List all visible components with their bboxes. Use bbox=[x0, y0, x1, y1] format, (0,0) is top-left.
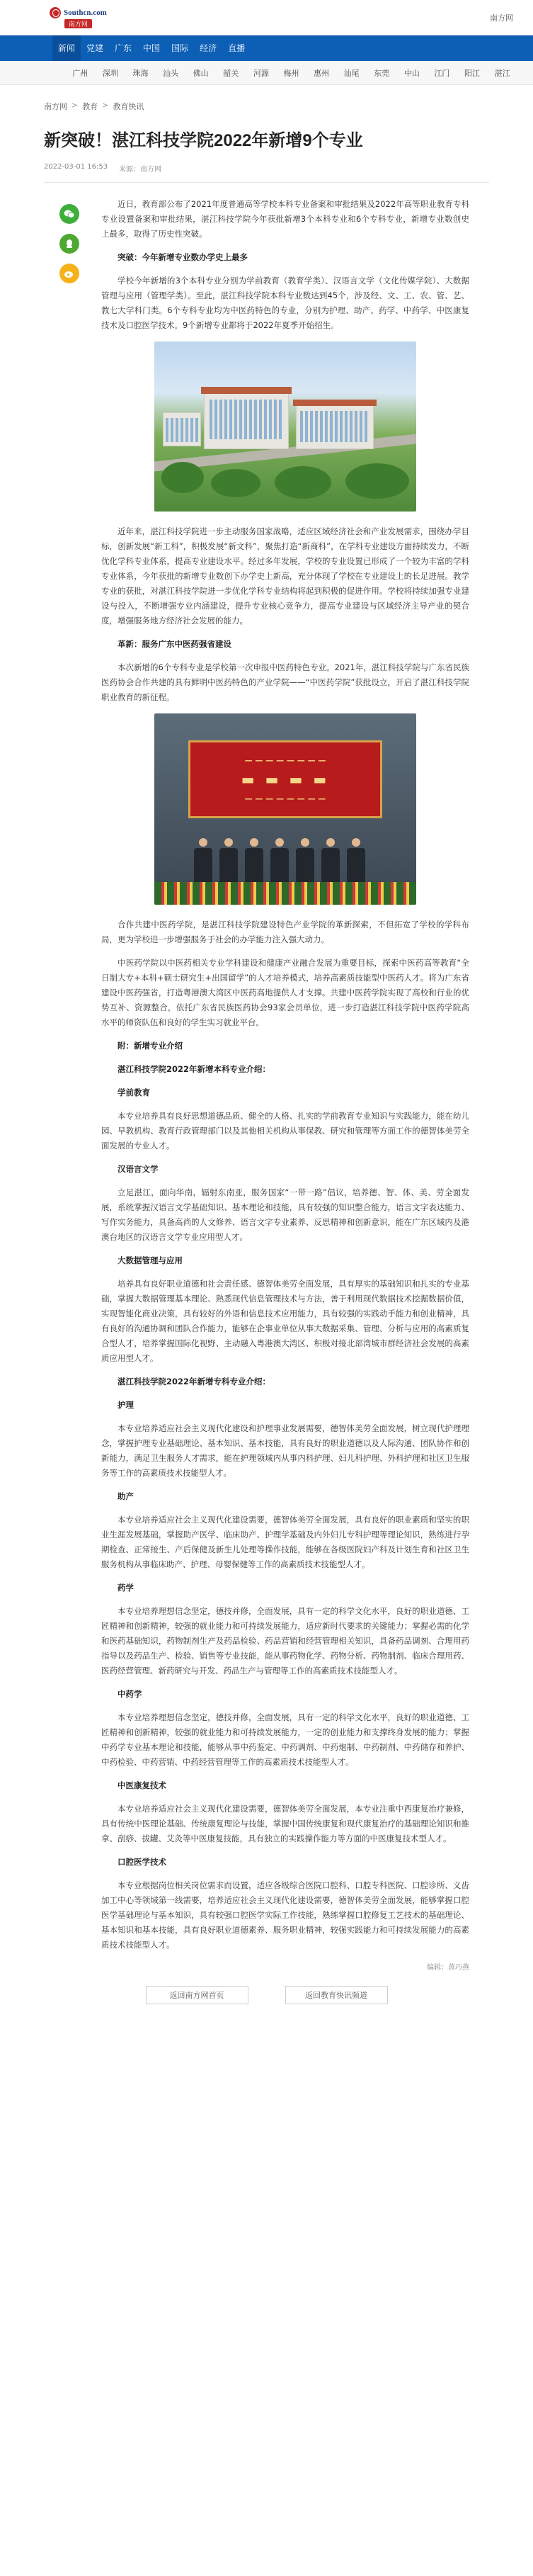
wechat-share-icon[interactable] bbox=[59, 204, 79, 224]
logo-main bbox=[50, 7, 107, 18]
logo-cn: 南方网 bbox=[64, 19, 92, 28]
city-link[interactable]: 中山 bbox=[403, 68, 420, 78]
tree bbox=[161, 462, 204, 493]
breadcrumb-separator: > bbox=[102, 101, 109, 110]
site-logo[interactable] bbox=[50, 7, 107, 28]
major-description: 本专业培养理想信念坚定，德技并修，全面发展，具有一定的科学文化水平，良好的职业道德、工匠精神和创新精神，较强的就业能力和可持续发展能力，一定的创业能力和支撑终身发展的能力；掌握中药学专业基本理论和技能，能够从事中药鉴定、中药调剂、中药炮制、中药制剂、中药储存和养护、中药检验、中药营销、中药经营管理等工作的高素质技术技能型人才。 bbox=[101, 1712, 469, 1767]
city-link[interactable]: 梅州 bbox=[283, 68, 299, 78]
editor-credit: 编辑：黄巧燕 bbox=[427, 1964, 469, 1972]
major-title: 学前教育 bbox=[118, 1088, 150, 1097]
major-description: 本专业培养适应社会主义现代化建设需要，德智体美劳全面发展，具有良好的职业素质和坚实的职业生涯发展基础，掌握助产医学、临床助产、护理学基础及内外妇儿专科护理等理论知识，熟练进行孕期检查、正常接生、产后保健及新生儿处理等操作技能，能够在各级医院妇产科及计划生育和社区卫生服务机构从事临床助产、护理、母婴保健等工作的高素质技术技能型人才。 bbox=[101, 1515, 469, 1569]
major-title: 助产 bbox=[118, 1491, 134, 1501]
globe-icon bbox=[50, 7, 61, 18]
list-heading: 湛江科技学院2022年新增本科专业介绍： bbox=[118, 1064, 271, 1074]
share-bar bbox=[59, 204, 79, 283]
breadcrumb-home[interactable]: 南方网 bbox=[44, 102, 67, 111]
ceremony-banner bbox=[188, 740, 382, 818]
back-home-button[interactable]: 返回南方网首页 bbox=[146, 1986, 248, 2004]
paragraph: 本次新增的6个专科专业是学校第一次申报中医药特色专业。2021年，湛江科技学院与广东省民族医药协会合作共建的具有鲜明中医药特色的产业学院——“中医药学院”获批设立，开启了湛江科技学院职业教育的新征程。 bbox=[101, 662, 469, 702]
paragraph: 近年来，湛江科技学院进一步主动服务国家战略，适应区域经济社会和产业发展需求，围绕办学目标，创新发展“新工科”，积极发展“新文科”，聚焦打造“新商科”，在学科专业建设方面持续发力，不断优化学科专业体系，提高专业建设水平。经过多年发展，学校的专业设置已形成了一个较为丰富的学科专业体系，今年获批的新增专业数创下办学史上新高，充分体现了学校在专业建设上的长足进展。教学专业的获批，对湛江科技学院进一步优化学科专业结构将起到积极的促进作用。学校将持续加强专业建设与投入，不断增强专业内涵建设，提升专业核心竞争力，提高专业建设与区域经济主导产业的契合度，增强服务地方经济社会发展的能力。 bbox=[101, 526, 469, 626]
nav-item-economy[interactable]: 经济 bbox=[200, 43, 217, 53]
article-meta bbox=[44, 163, 489, 183]
breadcrumb-education-news[interactable]: 教育快讯 bbox=[113, 102, 144, 111]
paragraph: 近日，教育部公布了2021年度普通高等学校本科专业备案和审批结果及2022年高等职业教育专科专业设置备案和审批结果，湛江科技学院今年获批新增3个本科专业和6个专科专业，新增专业数创史上最多，取得了历史性突破。 bbox=[101, 199, 469, 239]
article-date: 2022-03-01 16:53 bbox=[44, 163, 108, 171]
breadcrumb-education[interactable]: 教育 bbox=[82, 102, 98, 111]
tree bbox=[275, 466, 331, 499]
city-link[interactable]: 江门 bbox=[434, 68, 450, 78]
article-title: 新突破！湛江科技学院2022年新增9个专业 bbox=[44, 131, 363, 150]
city-link[interactable]: 佛山 bbox=[193, 68, 209, 78]
article-source: 来源：南方网 bbox=[119, 166, 162, 174]
main-nav bbox=[0, 35, 533, 61]
signing-ceremony-photo bbox=[154, 713, 416, 905]
building-roof bbox=[293, 400, 377, 406]
city-link[interactable]: 深圳 bbox=[102, 68, 118, 78]
nav-item-party[interactable]: 党建 bbox=[86, 43, 104, 53]
major-description: 本专业培养理想信念坚定，德技并修，全面发展，具有一定的科学文化水平，良好的职业道德、工匠精神和创新精神，较强的就业能力和可持续发展能力，适应新时代要求的关键能力；掌握必需的化学和医药基础知识，药物制剂生产及药品检验、药品营销和经营管理相关知识，具备药品调剂、合理用药指导以及药品生产、检验、销售等专业技能，能从事药物化学、药物分析、药物制剂、临床合理用药、医药经营管理、新药研究与开发、药品生产与管理等工作的高素质技术技能型人才。 bbox=[101, 1606, 469, 1676]
city-link[interactable]: 珠海 bbox=[132, 68, 149, 78]
nav-item-china[interactable]: 中国 bbox=[143, 43, 161, 53]
building-windows bbox=[210, 400, 283, 439]
banner-decoration: ▬ ▬ ▬ ▬ bbox=[241, 770, 330, 788]
city-link[interactable]: 湛江 bbox=[494, 68, 510, 78]
major-title: 护理 bbox=[118, 1400, 134, 1410]
footer-links bbox=[0, 1986, 533, 2018]
list-heading: 湛江科技学院2022年新增专科专业介绍： bbox=[118, 1377, 271, 1386]
banner-decoration: — — — — — — — — bbox=[244, 755, 326, 765]
top-right-link[interactable]: 南方网 bbox=[490, 13, 513, 23]
major-description: 本专业培养具有良好思想道德品质、健全的人格、扎实的学前教育专业知识与实践能力，能在幼儿园、早教机构、教育行政管理部门以及其他相关机构从事保教、研究和管理等方面工作的德智体美劳全面发展的专业人才。 bbox=[101, 1111, 469, 1151]
weibo-share-icon[interactable] bbox=[59, 264, 79, 283]
building-roof bbox=[201, 387, 292, 394]
city-link[interactable]: 阳江 bbox=[464, 68, 481, 78]
city-link[interactable]: 河源 bbox=[253, 68, 269, 78]
major-title: 药学 bbox=[118, 1583, 134, 1593]
building-windows bbox=[166, 418, 198, 442]
major-description: 立足湛江，面向华南，辐射东南亚，服务国家“一带一路”倡议，培养德、智、体、美、劳全面发展，系统掌握汉语言文学基础知识、基本理论和技能，具有较强的知识整合能力，语言文字表达能力、写作实务能力，具备高尚的人文修养、语言文字专业素养、反思精神和创新意识，能在广东区域内及港澳台地区的汉语言文学专业应用型人才。 bbox=[101, 1187, 469, 1242]
top-bar bbox=[0, 0, 533, 35]
section-heading: 革新：服务广东中医药强省建设 bbox=[118, 639, 231, 649]
appendix-heading: 附：新增专业介绍 bbox=[118, 1041, 183, 1051]
paragraph: 学校今年新增的3个本科专业分别为学前教育（教育学类）、汉语言文学（文化传媒学院）、大数据管理与应用（管理学类）。至此，湛江科技学院本科专业数达到45个，涉及经、文、工、农、管、艺、教七大学科门类。6个专科专业均为中医药特色的专业，分别为护理、助产、药学、中药学、中医康复技术及口腔医学技术。9个新增专业都将于2022年夏季开始招生。 bbox=[101, 276, 469, 330]
city-link[interactable]: 东莞 bbox=[374, 68, 390, 78]
nav-item-news[interactable]: 新闻 bbox=[52, 35, 81, 61]
paragraph: 中医药学院以中医药相关专业学科建设和健康产业融合发展为重要目标，探索中医药高等教育“全日制大专+本科+硕士研究生+出国留学”的人才培养模式，培养高素质技能型中医药人才。将为广东省建设中医药强省，打造粤港澳大湾区中医药高地提供人才支撑。共建中医药学院实现了高校和行业的优势互补、资源整合，依托广东省民族医药协会93家会员单位，进一步打造湛江科技学院中医药学院高水平的师资队伍和良好的学生实习就业平台。 bbox=[101, 958, 469, 1027]
city-link[interactable]: 韶关 bbox=[223, 68, 239, 78]
tree bbox=[211, 469, 260, 497]
city-nav bbox=[0, 61, 533, 85]
back-channel-button[interactable]: 返回教育快讯频道 bbox=[285, 1986, 388, 2004]
campus-photo bbox=[154, 341, 416, 512]
major-title: 口腔医学技术 bbox=[118, 1857, 166, 1867]
major-description: 培养具有良好职业道德和社会责任感、德智体美劳全面发展，具有厚实的基础知识和扎实的专业基础，掌握大数据管理基本理论、熟悉现代信息管理技术与方法，善于利用现代数据技术挖掘数据价值，实现智能化商业决策，具有较好的外语和信息技术应用能力，具有较强的实践动手能力和创业精神，具有良好的沟通协调和团队合作能力，能够在企事业单位从事大数据采集、管理、分析与应用的高素质复合型人才，培养掌握国际化视野、主动融入粤港澳大湾区、积极对接北部湾城市群经济社会发展的高素质应用型人才。 bbox=[101, 1279, 469, 1363]
city-link[interactable]: 汕头 bbox=[163, 68, 179, 78]
nav-item-live[interactable]: 直播 bbox=[228, 43, 246, 53]
paragraph: 合作共建中医药学院，是湛江科技学院建设特色产业学院的革新探索，不但拓宽了学校的学科布局，更为学校进一步增强服务于社会的办学能力注入强大动力。 bbox=[101, 920, 469, 944]
flower-decoration bbox=[154, 882, 416, 905]
major-description: 本专业培养适应社会主义现代化建设需要，德智体美劳全面发展，本专业注重中西康复治疗兼修，具有传统中医理论基础、传统康复理论与技能，掌握中国传统康复和现代康复治疗的基础理论知识和推拿、刮痧、拔罐、艾灸等中医康复技能，具有独立的实践操作能力等方面的中医康复技术型人才。 bbox=[101, 1804, 469, 1843]
breadcrumb-separator: > bbox=[71, 101, 79, 110]
article-content-wrap bbox=[0, 183, 533, 1972]
major-description: 本专业培养适应社会主义现代化建设和护理事业发展需要，德智体美劳全面发展，树立现代护理理念，掌握护理专业基础理论、基本知识、基本技能，具有良好的职业道德以及人际沟通、团队协作和创新能力，满足卫生服务人才需求，能在护理领域内从事内科护理、妇儿科护理、外科护理和社区卫生服务等工作的高素质技术技能型人才。 bbox=[101, 1423, 469, 1478]
nav-item-guangdong[interactable]: 广东 bbox=[115, 43, 132, 53]
building-windows bbox=[300, 411, 369, 442]
major-title: 中医康复技术 bbox=[118, 1780, 166, 1790]
banner-decoration: — — — — — — — — bbox=[244, 793, 326, 803]
city-link[interactable]: 惠州 bbox=[314, 68, 330, 78]
nav-item-international[interactable]: 国际 bbox=[171, 43, 189, 53]
city-link[interactable]: 汕尾 bbox=[343, 68, 360, 78]
tree bbox=[345, 463, 409, 499]
section-heading: 突破：今年新增专业数办学史上最多 bbox=[118, 252, 248, 262]
major-title: 汉语言文学 bbox=[118, 1164, 159, 1174]
qq-share-icon[interactable] bbox=[59, 234, 79, 254]
logo-en: Southcn.com bbox=[64, 8, 107, 17]
major-title: 中药学 bbox=[118, 1689, 142, 1699]
breadcrumb bbox=[44, 101, 533, 112]
article-body bbox=[101, 183, 469, 1953]
major-title: 大数据管理与应用 bbox=[118, 1255, 183, 1265]
major-description: 本专业根据岗位相关岗位需求而设置，适应各级综合医院口腔科、口腔专科医院、口腔诊所、义齿加工中心等领域第一线需要，培养适应社会主义现代化建设需要，德智体美劳全面发展，能够掌握口腔医学基础理论与基本知识，具有较强口腔医学实际工作技能，熟练掌握口腔修复工艺技术的基础理论、基本知识和基本技能，具有良好职业道德素养、服务职业精神，较强实践能力和可持续发展能力的高素质技术技能型人才。 bbox=[101, 1880, 469, 1950]
city-link[interactable]: 广州 bbox=[72, 68, 88, 78]
